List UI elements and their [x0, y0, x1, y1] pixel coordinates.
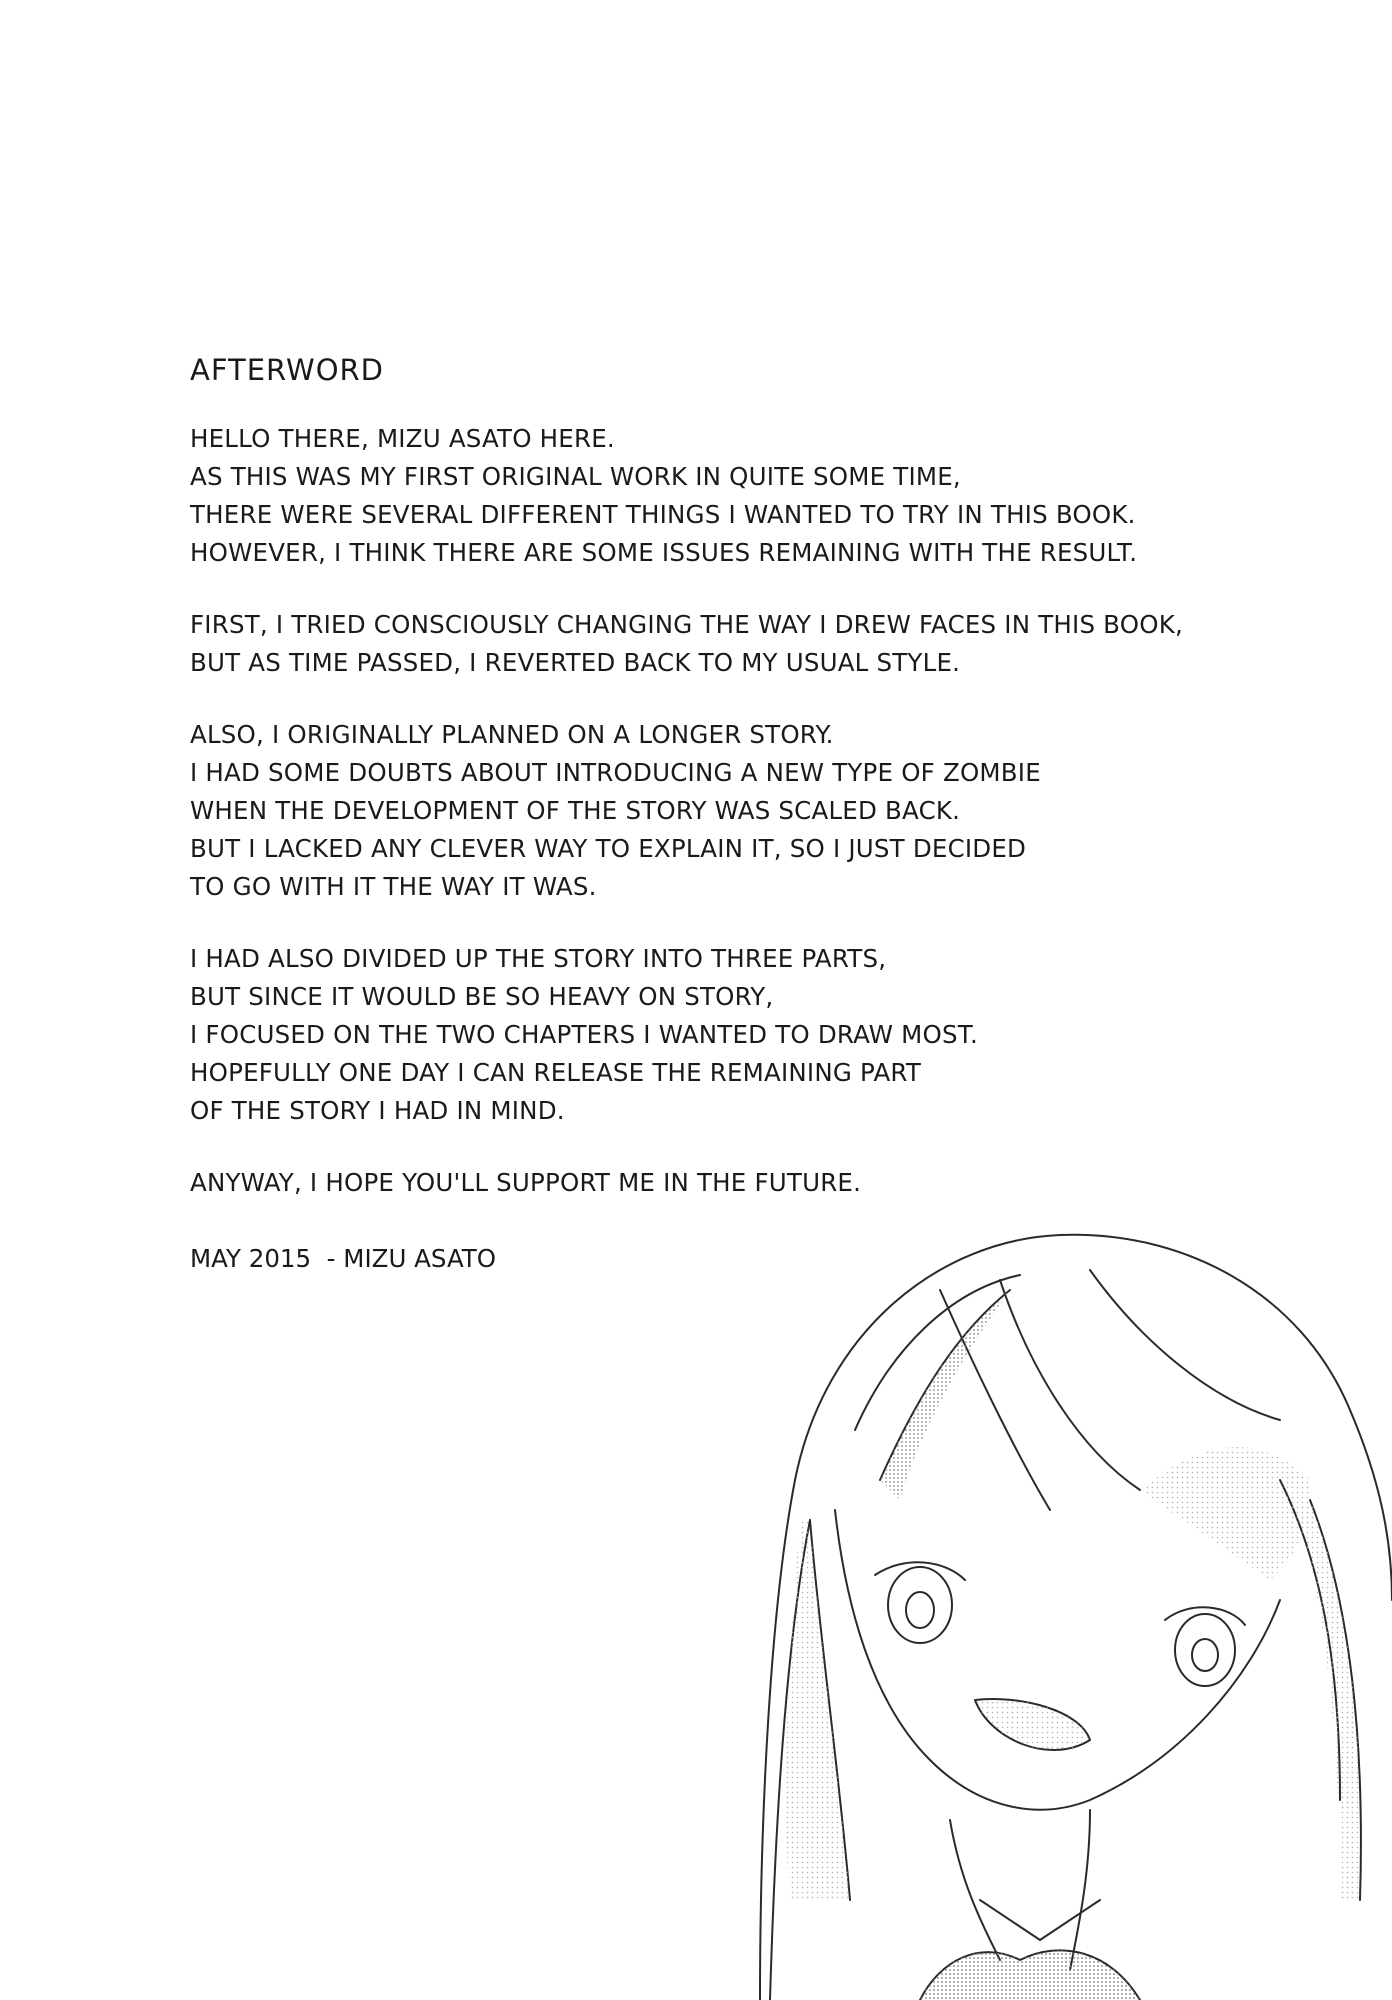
paragraph-faces: [190, 606, 1190, 682]
paragraph-three-parts: [190, 940, 1190, 1130]
afterword-title: AFTERWORD: [190, 353, 385, 387]
text-line: ALSO, I ORIGINALLY PLANNED ON A LONGER STORY.: [190, 720, 834, 749]
text-line: OF THE STORY I HAD IN MIND.: [190, 1096, 565, 1125]
text-line: I HAD SOME DOUBTS ABOUT INTRODUCING A NEW TYPE OF ZOMBIE: [190, 758, 1041, 787]
text-line: HELLO THERE, MIZU ASATO HERE.: [190, 424, 615, 453]
text-line: I FOCUSED ON THE TWO CHAPTERS I WANTED TO DRAW MOST.: [190, 1020, 978, 1049]
text-line: THERE WERE SEVERAL DIFFERENT THINGS I WANTED TO TRY IN THIS BOOK.: [190, 500, 1136, 529]
text-line: HOPEFULLY ONE DAY I CAN RELEASE THE REMAINING PART: [190, 1058, 922, 1087]
text-line: BUT SINCE IT WOULD BE SO HEAVY ON STORY,: [190, 982, 774, 1011]
text-line: ANYWAY, I HOPE YOU'LL SUPPORT ME IN THE FUTURE.: [190, 1168, 862, 1197]
text-line: WHEN THE DEVELOPMENT OF THE STORY WAS SCALED BACK.: [190, 796, 961, 825]
text-line: FIRST, I TRIED CONSCIOUSLY CHANGING THE WAY I DREW FACES IN THIS BOOK,: [190, 610, 1183, 639]
text-line: AS THIS WAS MY FIRST ORIGINAL WORK IN QUITE SOME TIME,: [190, 462, 961, 491]
paragraph-intro: [190, 420, 1190, 572]
text-line: I HAD ALSO DIVIDED UP THE STORY INTO THREE PARTS,: [190, 944, 887, 973]
paragraph-story-length: [190, 716, 1190, 906]
afterword-text: [190, 350, 1190, 1278]
signature: MAY 2015 - MIZU ASATO: [190, 1244, 497, 1273]
text-line: BUT AS TIME PASSED, I REVERTED BACK TO MY USUAL STYLE.: [190, 648, 961, 677]
text-line: BUT I LACKED ANY CLEVER WAY TO EXPLAIN IT, SO I JUST DECIDED: [190, 834, 1027, 863]
text-line: HOWEVER, I THINK THERE ARE SOME ISSUES REMAINING WITH THE RESULT.: [190, 538, 1138, 567]
text-line: TO GO WITH IT THE WAY IT WAS.: [190, 872, 597, 901]
character-illustration: [620, 1180, 1392, 2000]
